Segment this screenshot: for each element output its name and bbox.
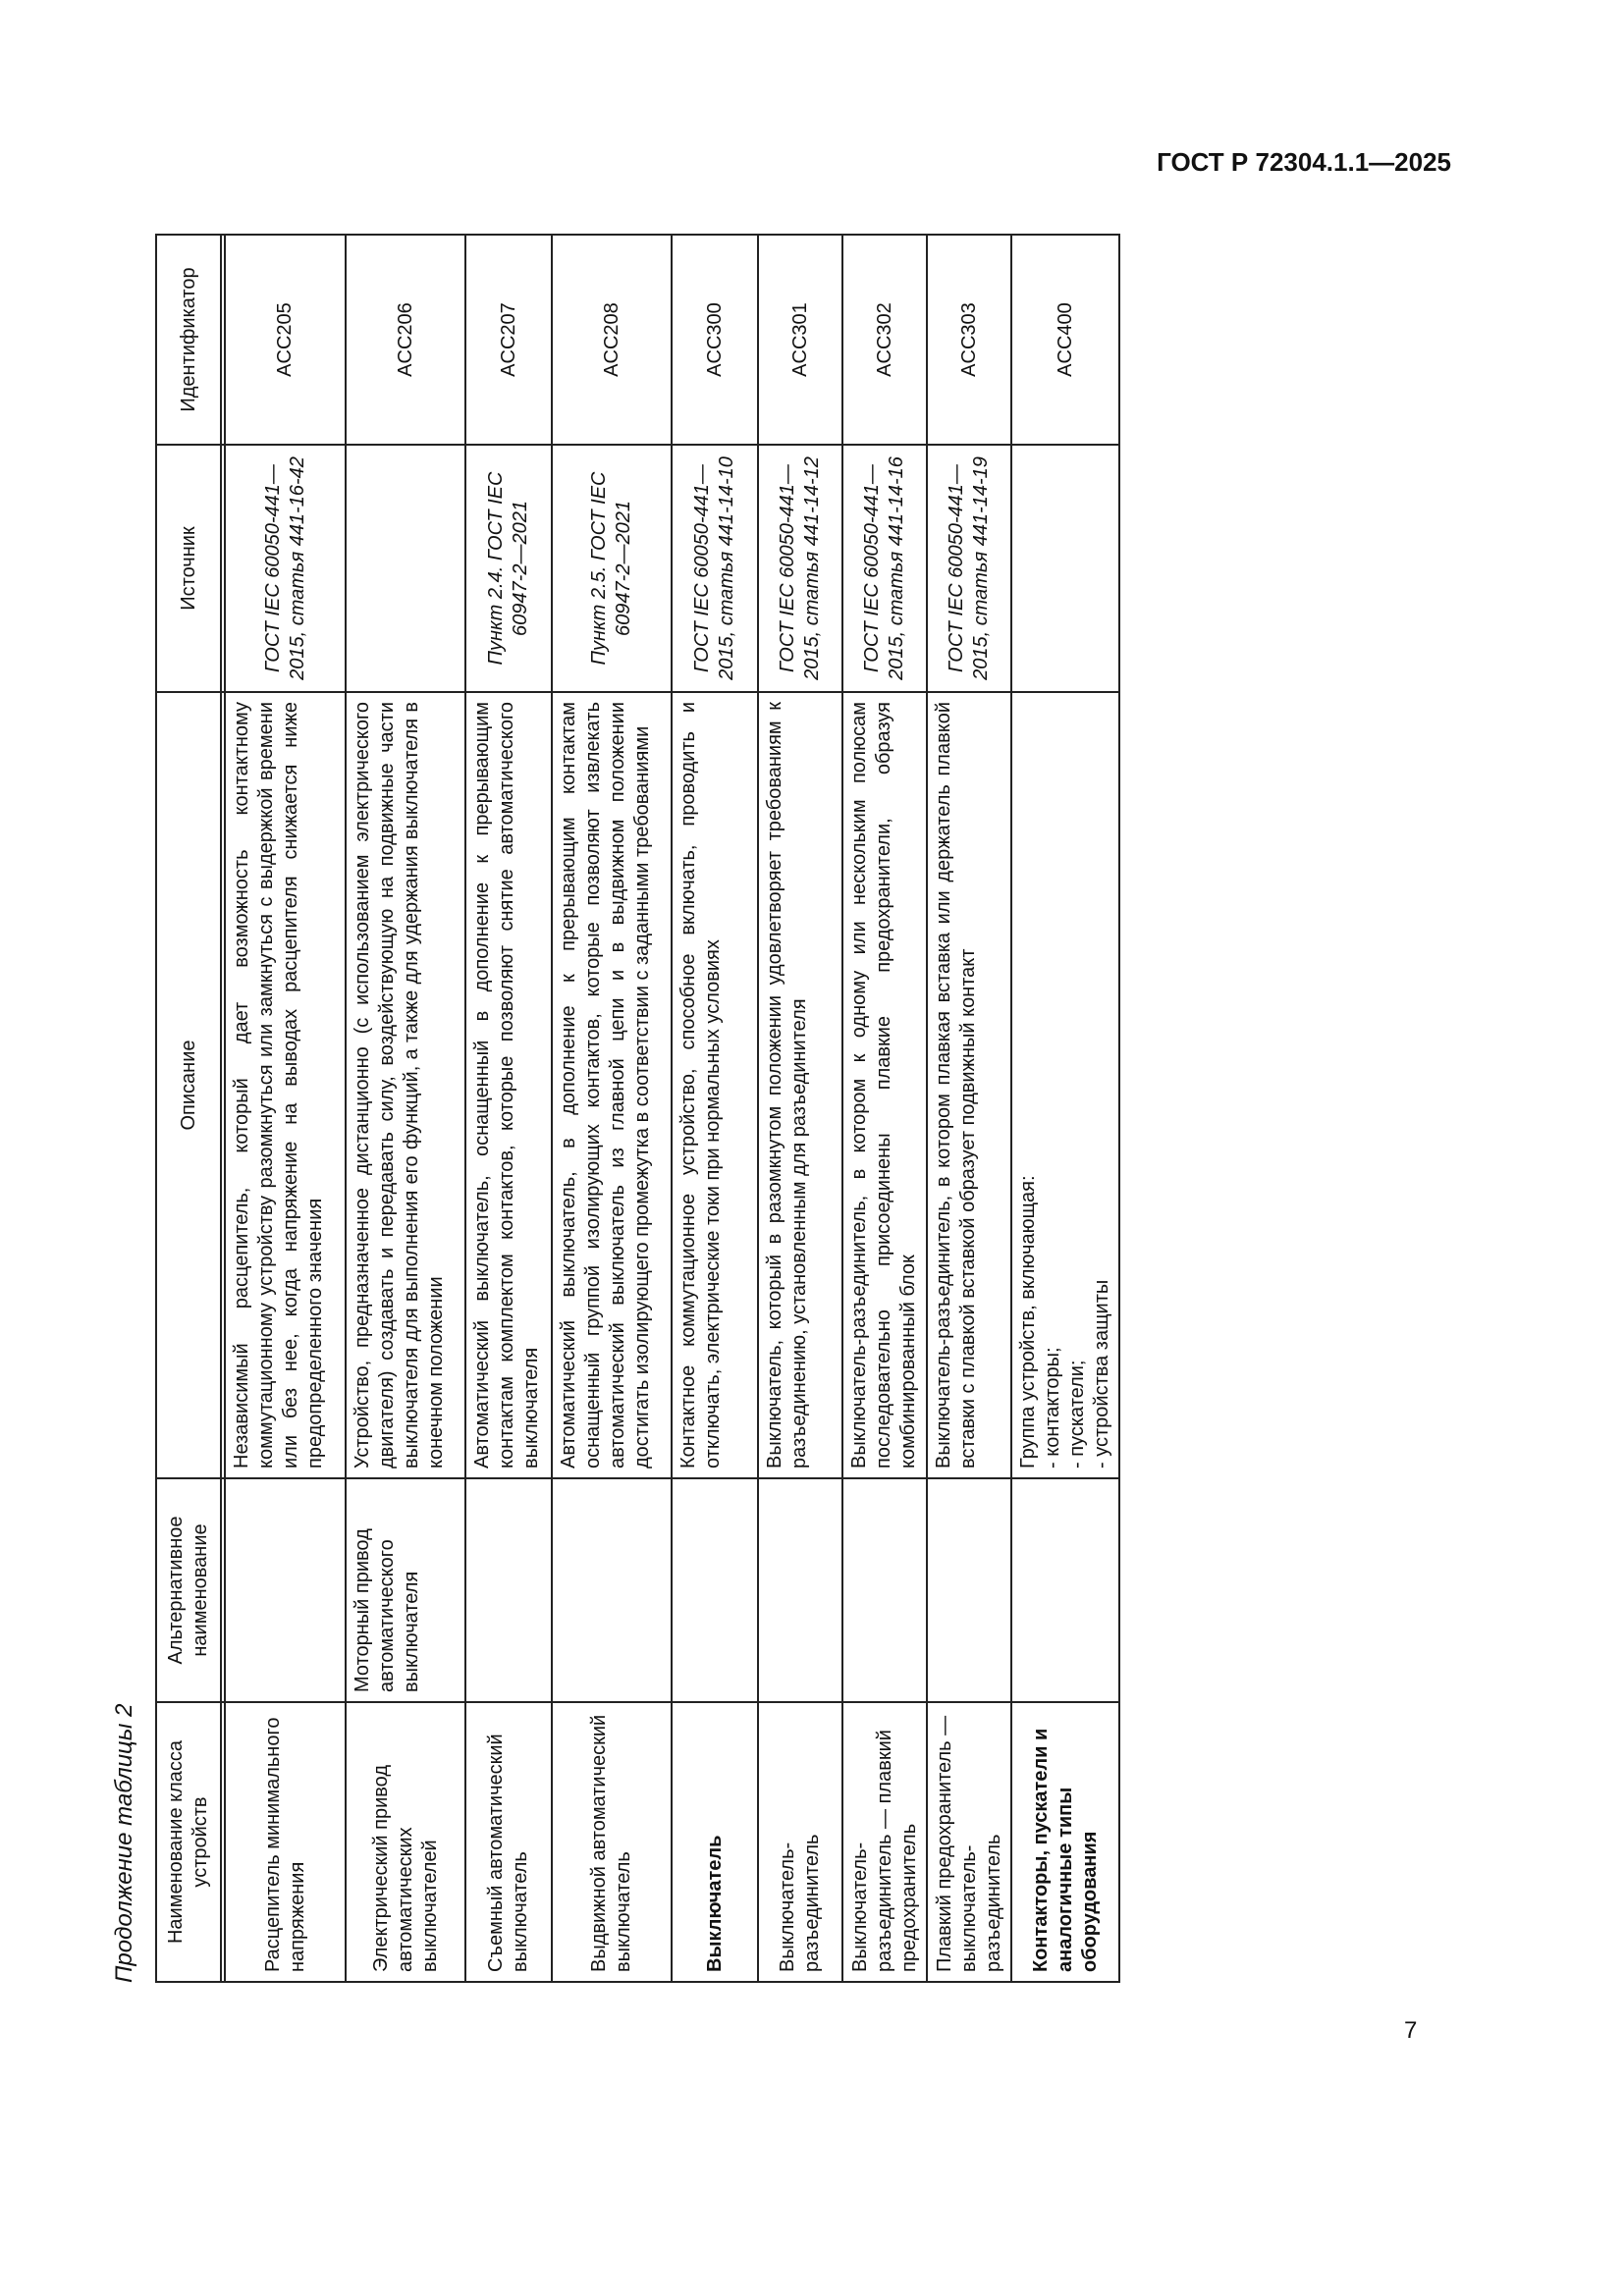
description [225, 692, 346, 1478]
description [346, 692, 465, 1478]
identifier: ACC205 [225, 235, 346, 445]
description-line: Устройство, предназначенное дистанционно (с использованием электрического двигателя) создавать и передавать силу, воздействующую на подвижные части выключателя для выполнения его функций, а также для удержания выключателя в конечном положении [352, 702, 447, 1468]
device-class-table [155, 234, 1120, 1983]
column-header-name: Наименование класса устройств [156, 1702, 221, 1982]
table-row [842, 235, 927, 1982]
column-header-description: Описание [156, 692, 221, 1478]
table-header-row [156, 235, 221, 1982]
description [927, 692, 1011, 1478]
description-line: - устройства защиты [1091, 1279, 1112, 1468]
description-line: Независимый расцепитель, который дает возможность контактному коммутационному устройству разомкнуться или замкнуться с выдержкой времени или без нее, когда напряжение на выводах расцепителя снижается ниже предопределенного значения [231, 702, 326, 1468]
device-class-name: Плавкий предохранитель — выключатель-разъединитель [927, 1702, 1011, 1982]
table-body [225, 235, 1119, 1982]
identifier: ACC208 [552, 235, 672, 445]
table-row [1011, 235, 1119, 1982]
rotated-table-block [98, 236, 1429, 1983]
device-class-name: Электрический привод автоматических выключателей [346, 1702, 465, 1982]
source-reference: ГОСТ IEC 60050-441—2015, статья 441-14-16 [842, 445, 927, 692]
device-class-name: Расцепитель минимального напряжения [225, 1702, 346, 1982]
source-reference [1011, 445, 1119, 692]
identifier: ACC207 [465, 235, 552, 445]
device-class-name: Выключатель [672, 1702, 758, 1982]
source-reference [346, 445, 465, 692]
description [842, 692, 927, 1478]
description-line: Автоматический выключатель, в дополнение к прерывающим контактам оснащенный группой изолирующих контактов, которые позволяют извлекать автоматический выключатель из главной цепи и в выдвижном положении достигать изолирующего промежутка в соответствии с заданными требованиями [558, 702, 653, 1468]
description [465, 692, 552, 1478]
device-class-name: Выключатель-разъединитель — плавкий предохранитель [842, 1702, 927, 1982]
column-header-identifier: Идентификатор [156, 235, 221, 445]
alternative-name [672, 1478, 758, 1702]
source-reference: ГОСТ IEC 60050-441—2015, статья 441-14-12 [758, 445, 842, 692]
description-line: Выключатель, который в разомкнутом положении удовлетворяет требованиям к разъединению, установленным для разъединителя [764, 702, 810, 1468]
table-continuation-label: Продолжение таблицы 2 [111, 1703, 137, 1983]
description-line: Автоматический выключатель, оснащенный в дополнение к прерывающим контактам комплектом контактов, которые позволяют снятие автоматического выключателя [471, 702, 542, 1468]
alternative-name [1011, 1478, 1119, 1702]
device-class-name: Выдвижной автоматический выключатель [552, 1702, 672, 1982]
column-header-source: Источник [156, 445, 221, 692]
table-row [552, 235, 672, 1982]
alternative-name [552, 1478, 672, 1702]
identifier: ACC302 [842, 235, 927, 445]
device-class-name: Контакторы, пускатели и аналогичные типы оборудования [1011, 1702, 1119, 1982]
description [1011, 692, 1119, 1478]
description-line: Выключатель-разъединитель, в котором к одному или нескольким полюсам последовательно присоединены плавкие предохранители, образуя комбинированный блок [848, 702, 919, 1468]
table-row [672, 235, 758, 1982]
description-line: Группа устройств, включающая: [1017, 1175, 1039, 1468]
alternative-name [927, 1478, 1011, 1702]
source-reference: ГОСТ IEC 60050-441—2015, статья 441-14-19 [927, 445, 1011, 692]
description-line: Выключатель-разъединитель, в котором плавкая вставка или держатель плавкой вставки с плавкой вставкой образует подвижный контакт [933, 702, 979, 1468]
document-code: ГОСТ Р 72304.1.1—2025 [1157, 147, 1451, 177]
source-reference: Пункт 2.5. ГОСТ IEC 60947-2—2021 [552, 445, 672, 692]
source-reference: ГОСТ IEC 60050-441—2015, статья 441-14-10 [672, 445, 758, 692]
identifier: ACC303 [927, 235, 1011, 445]
device-class-name: Съемный автоматический выключатель [465, 1702, 552, 1982]
column-header-alt-name: Альтернативное наименование [156, 1478, 221, 1702]
description [758, 692, 842, 1478]
identifier: ACC301 [758, 235, 842, 445]
description [672, 692, 758, 1478]
page-number: 7 [1404, 2017, 1418, 2044]
alternative-name [842, 1478, 927, 1702]
alternative-name [465, 1478, 552, 1702]
identifier: ACC300 [672, 235, 758, 445]
identifier: ACC206 [346, 235, 465, 445]
table-row [225, 235, 346, 1982]
alternative-name [225, 1478, 346, 1702]
table-row [927, 235, 1011, 1982]
description-line: - контакторы; [1042, 1347, 1063, 1468]
alternative-name [758, 1478, 842, 1702]
table-row [758, 235, 842, 1982]
source-reference: ГОСТ IEC 60050-441—2015, статья 441-16-42 [225, 445, 346, 692]
identifier: ACC400 [1011, 235, 1119, 445]
device-class-name: Выключатель-разъединитель [758, 1702, 842, 1982]
description [552, 692, 672, 1478]
description-line: - пускатели; [1066, 1360, 1088, 1468]
table-row [465, 235, 552, 1982]
alternative-name: Моторный привод автоматического выключателя [346, 1478, 465, 1702]
source-reference: Пункт 2.4. ГОСТ IEC 60947-2—2021 [465, 445, 552, 692]
description-line: Контактное коммутационное устройство, способное включать, проводить и отключать, электрические токи при нормальных условиях [677, 702, 724, 1468]
table-row [346, 235, 465, 1982]
